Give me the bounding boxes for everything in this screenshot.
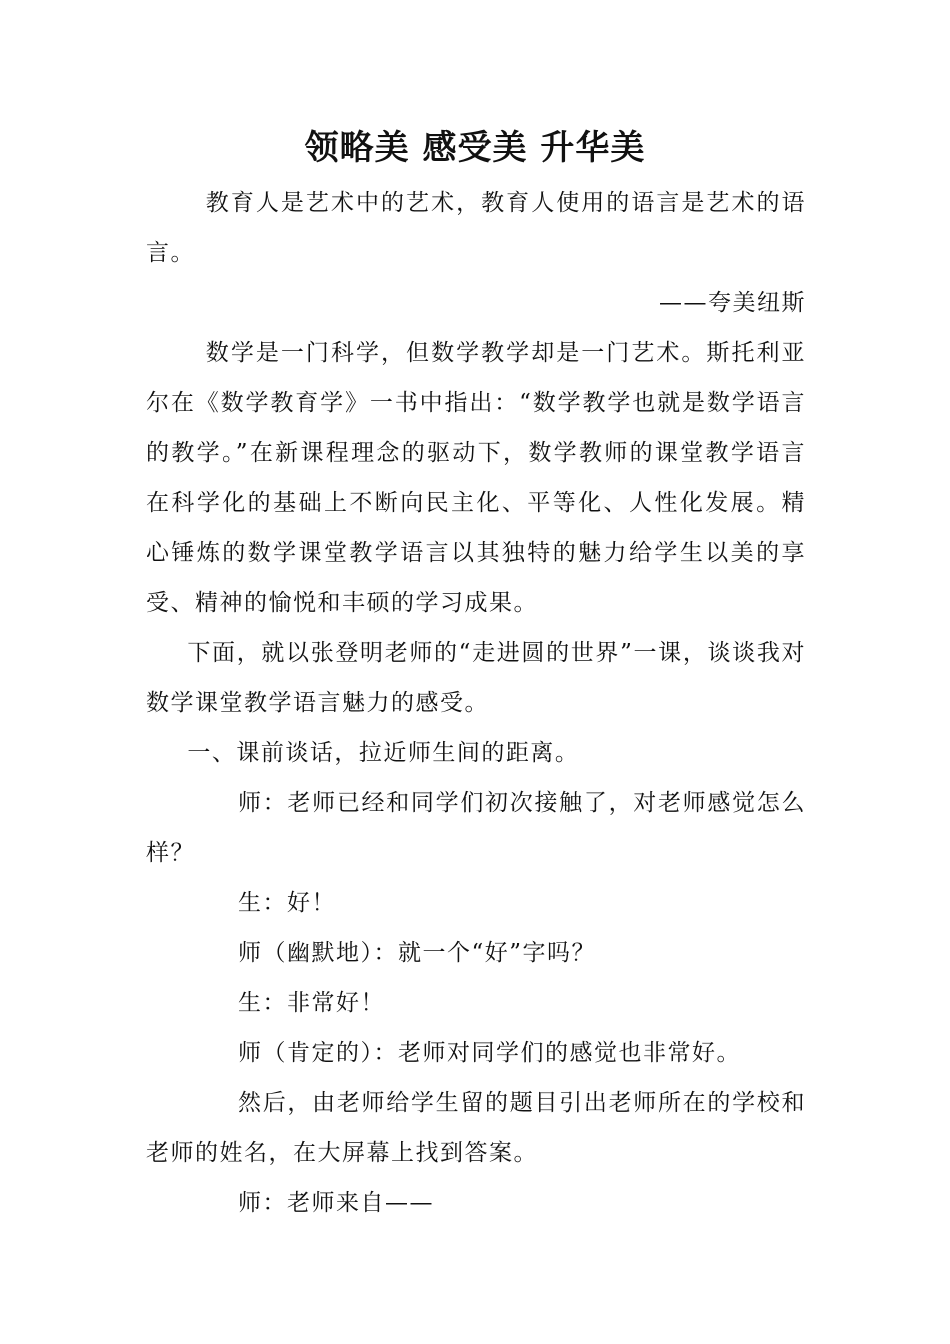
narration-line: 然后，由老师给学生留的题目引出老师所在的学校和老师的姓名，在大屏幕上找到答案。 [146, 1090, 806, 1166]
paragraph-2: 下面，就以张登明老师的“走进圆的世界”一课，谈谈我对数学课堂教学语言魅力的感受。 [146, 640, 806, 716]
dialogue-line: 师：老师来自—— [238, 1190, 434, 1216]
epigraph-attribution: ——夸美纽斯 [659, 290, 806, 316]
dialogue-line: 生：好！ [238, 890, 336, 916]
dialogue-line: 师：老师已经和同学们初次接触了，对老师感觉怎么样？ [146, 790, 806, 866]
epigraph-quote: 教育人是艺术中的艺术，教育人使用的语言是艺术的语言。 [146, 190, 806, 266]
paragraph-1: 数学是一门科学，但数学教学却是一门艺术。斯托利亚尔在《数学教育学》一书中指出：“数学教学也就是数学语言的教学。”在新课程理念的驱动下，数学教师的课堂教学语言在科学化的基础上不断向民主化、平等化、人性化发展。精心锤炼的数学课堂教学语言以其独特的魅力给学生以美的享受、精神的愉悦和丰硕的学习成果。 [146, 340, 806, 616]
section-heading: 一、课前谈话，拉近师生间的距离。 [187, 740, 580, 766]
dialogue-line: 生：非常好！ [238, 990, 385, 1016]
document-body [146, 178, 806, 1228]
document-title: 领略美 感受美 升华美 [304, 128, 646, 168]
dialogue-line: 师（幽默地）：就一个“好”字吗？ [238, 940, 597, 966]
dialogue-line: 师（肯定的）：老师对同学们的感觉也非常好。 [238, 1040, 741, 1066]
